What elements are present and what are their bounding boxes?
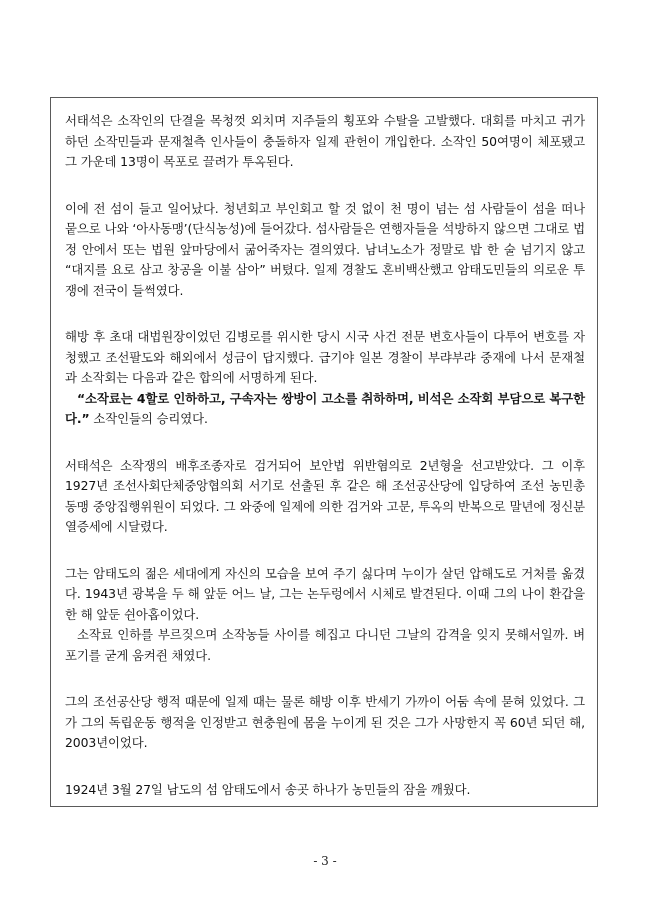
paragraph-5: 그는 암태도의 젊은 세대에게 자신의 모습을 보여 주기 싫다며 누이가 살던 압해도로 거처를 옮겼다. 1943년 광복을 두 해 앞둔 어느 날, 그는 논두렁에서 시체로 발견된다. 이때 그의 나이 환갑을 한 해 앞둔 쉰아홉이었다. [65, 565, 585, 622]
paragraph-5-group [65, 564, 585, 667]
paragraph-1: 서태석은 소작인의 단결을 목청껏 외치며 지주들의 횡포와 수탈을 고발했다. 대회를 마치고 귀가하던 소작민들과 문재철측 인사들이 충돌하자 일제 관헌이 개입한다. 소작인 50여명이 체포됐고 그 가운데 13명이 목포로 끌려가 투옥된다. [65, 113, 585, 169]
paragraph-6: 그의 조선공산당 행적 때문에 일제 때는 물론 해방 이후 반세기 가까이 어둠 속에 묻혀 있었다. 그가 그의 독립운동 행적을 인정받고 현충원에 몸을 누이게 된 것은 그가 사망한지 꼭 60년 되던 해, 2003년이었다. [65, 694, 585, 750]
paragraph-5b: 소작료 인하를 부르짖으며 소작농들 사이를 헤집고 다니던 그날의 감격을 잊지 못해서일까. 벼 포기를 굳게 움켜쥔 채였다. [65, 627, 585, 663]
paragraph-3-group [65, 327, 585, 430]
text-box [50, 97, 598, 807]
agreement-quote: “소작료는 4할로 인하하고, 구속자는 쌍방이 고소를 취하하며, 비석은 소작회 부담으로 복구한다.” [65, 390, 585, 426]
agreement-quote-paragraph [65, 389, 585, 430]
paragraph-2: 이에 전 섬이 들고 일어났다. 청년회고 부인회고 할 것 없이 천 명이 넘는 섬 사람들이 섬을 떠나 뭍으로 나와 ‘아사동맹’(단식농성)에 들어갔다. 섬사람들은 연행자들을 석방하지 않으면 그대로 법정 안에서 또는 법원 앞마당에서 굶어죽자는 결의였다. 남녀노소가 정말로 밥 한 술 넘기지 않고 “대지를 요로 삼고 창공을 이불 삼아” 버텼다. 일제 경찰도 혼비백산했고 암태도민들의 의로운 투쟁에 전국이 들썩였다. [65, 200, 585, 298]
paragraph-3: 해방 후 초대 대법원장이었던 김병로를 위시한 당시 시국 사건 전문 변호사들이 다투어 변호를 자청했고 조선팔도와 해외에서 성금이 답지했다. 급기야 일본 경찰이 부랴부랴 중재에 나서 문재철과 소작회는 다음과 같은 합의에 서명하게 된다. [65, 329, 585, 385]
agreement-tail: 소작인들의 승리였다. [89, 411, 208, 426]
paragraph-7: 1924년 3월 27일 남도의 섬 암태도에서 송곳 하나가 농민들의 잠을 깨웠다. [65, 781, 471, 797]
paragraph-4: 서태석은 소작쟁의 배후조종자로 검거되어 보안법 위반혐의로 2년형을 선고받았다. 그 이후 1927년 조선사회단체중앙협의회 서기로 선출된 후 같은 해 조선공산당에 입당하여 조선 농민총동맹 중앙집행위원이 되었다. 그 와중에 일제에 의한 검거와 고문, 투옥의 반복으로 말년에 정신분열증세에 시달렸다. [65, 457, 585, 534]
page-number: - 3 - [313, 854, 337, 868]
